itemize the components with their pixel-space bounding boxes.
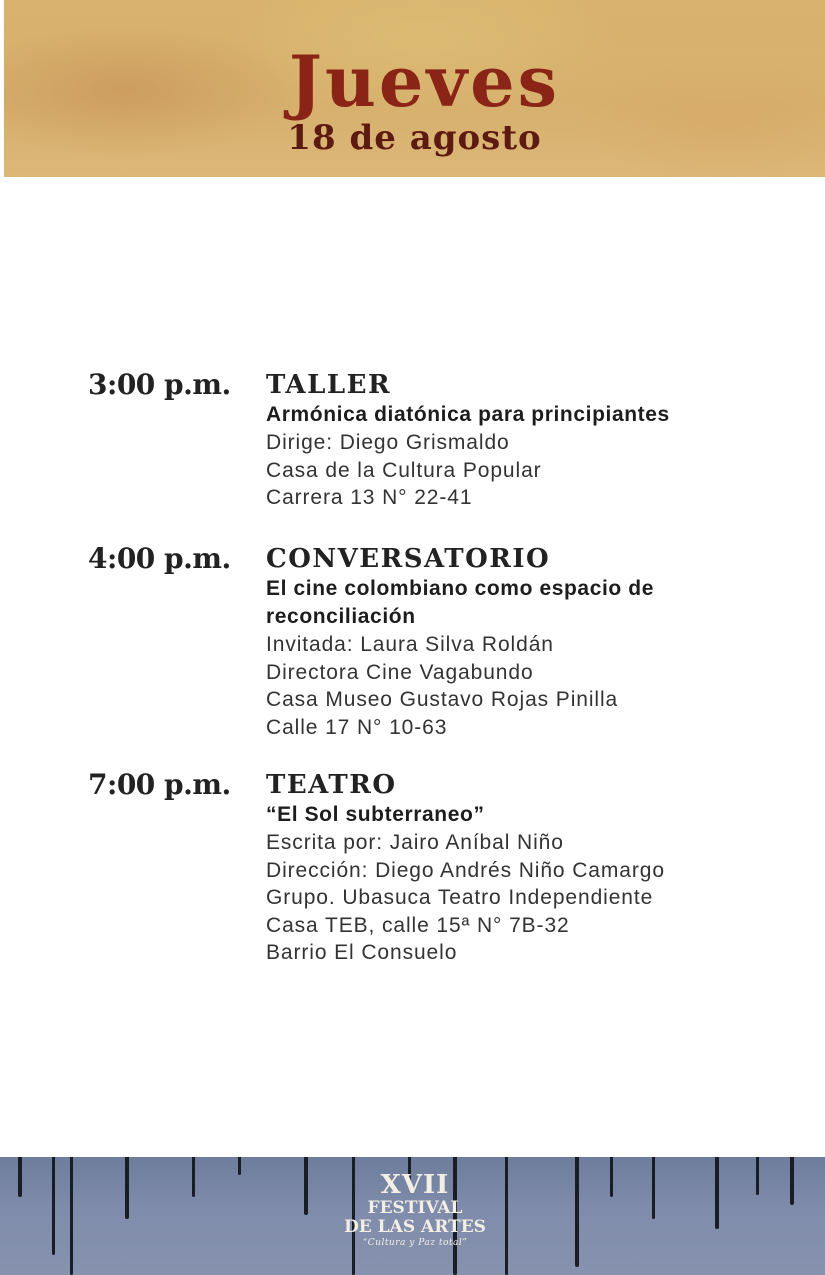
event-detail-line: Invitada: Laura Silva Roldán <box>266 633 554 656</box>
paint-drip <box>610 1157 613 1197</box>
event-subtitle: “El Sol subterraneo” <box>266 803 485 826</box>
paint-drip <box>70 1157 73 1275</box>
festival-label: FESTIVAL <box>367 1198 463 1218</box>
paint-drip <box>52 1157 55 1255</box>
event-time: 7:00 p.m. <box>88 768 231 801</box>
event-category: TEATRO <box>266 770 397 800</box>
event-detail-line: Dirige: Diego Grismaldo <box>266 431 510 454</box>
event-detail-line: Calle 17 N° 10-63 <box>266 715 448 739</box>
paint-drip <box>505 1157 508 1275</box>
paint-drip <box>304 1157 308 1215</box>
paint-drip <box>652 1157 655 1219</box>
event-detail-line: Casa TEB, calle 15ª N° 7B-32 <box>266 913 570 937</box>
event-category: TALLER <box>266 370 392 400</box>
header-banner <box>4 0 825 177</box>
festival-slogan: “Cultura y Paz total” <box>362 1238 468 1248</box>
event-subtitle: reconciliación <box>266 605 416 628</box>
event-detail-line: Casa Museo Gustavo Rojas Pinilla <box>266 688 619 711</box>
paint-drip <box>575 1157 579 1267</box>
date-subtitle: 18 de agosto <box>287 118 542 158</box>
event-time: 3:00 p.m. <box>88 368 231 401</box>
paint-drip <box>192 1157 195 1197</box>
festival-name: DE LAS ARTES <box>344 1217 486 1237</box>
event-detail-line: Carrera 13 N° 22-41 <box>266 486 473 509</box>
festival-logo <box>325 1171 505 1249</box>
event-detail-line: Directora Cine Vagabundo <box>266 660 534 684</box>
event-detail-line: Escrita por: Jairo Aníbal Niño <box>266 831 564 854</box>
event-subtitle: Armónica diatónica para principiantes <box>266 403 670 426</box>
paint-drip <box>756 1157 759 1195</box>
event-details <box>266 543 806 741</box>
paint-drip <box>125 1157 129 1219</box>
paint-drip <box>238 1157 241 1175</box>
event-details <box>266 769 806 967</box>
paint-drip <box>790 1157 794 1205</box>
paint-drip <box>715 1157 719 1229</box>
event-subtitle: El cine colombiano como espacio de <box>266 577 654 600</box>
event-detail-line: Grupo. Ubasuca Teatro Independiente <box>266 886 654 909</box>
event-time: 4:00 p.m. <box>88 542 231 575</box>
event-detail-line: Casa de la Cultura Popular <box>266 458 542 482</box>
event-detail-line: Dirección: Diego Andrés Niño Camargo <box>266 858 665 882</box>
event-category: CONVERSATORIO <box>266 544 551 574</box>
footer-banner <box>0 1157 825 1275</box>
day-title: Jueves <box>288 40 561 123</box>
paint-drip <box>18 1157 22 1197</box>
event-details <box>266 369 806 512</box>
festival-edition: XVII <box>380 1170 450 1200</box>
event-detail-line: Barrio El Consuelo <box>266 941 458 964</box>
